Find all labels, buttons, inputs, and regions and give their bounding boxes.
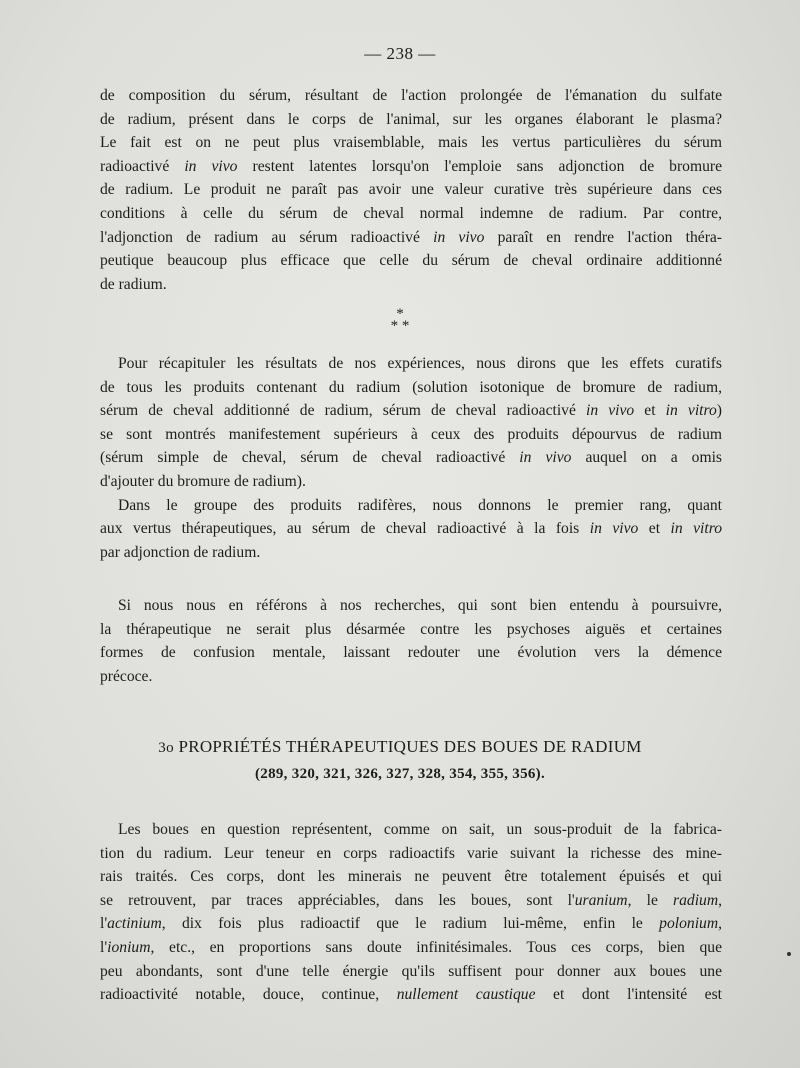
text-line: l'ionium, etc., en proportions sans doute infinitésimales. Tous ces corps, bien que [100,938,722,956]
text-line: Pour récapituler les résultats de nos expériences, nous dirons que les effets curatifs [118,355,722,372]
page-number: — 238 — [364,44,436,63]
text-line: l'adjonction de radium au sérum radioactivé in vivo paraît en rendre l'action théra- [100,228,723,246]
text-line: l'actinium, dix fois plus radioactif que le radium lui-même, enfin le polonium, [100,915,722,933]
text-line: Si nous nous en référons à nos recherches, qui sont bien entendu à poursuivre, [118,597,722,614]
text-line: radioactivé in vivo restent latentes lorsqu'on l'emploie sans adjonction de bromure [100,157,722,175]
text-line: tion du radium. Leur teneur en corps radioactifs varie suivant la richesse des mine- [100,844,722,862]
text-line: formes de confusion mentale, laissant redouter une évolution vers la démence [100,644,722,662]
section-heading [0,737,800,757]
text-line: de tous les produits contenant du radium (solution isotonique de bromure de radium, [100,378,722,396]
text-line: se sont montrés manifestement supérieurs à ceux des produits dépourvus de radium [100,425,722,443]
text-line: peu abondants, sont d'une telle énergie qu'ils suffisent pour donner aux boues une [100,962,722,980]
text-line: Dans le groupe des produits radifères, nous donnons le premier rang, quant [118,496,722,514]
section-title: PROPRIÉTÉS THÉRAPEUTIQUES DES BOUES DE RADIUM [178,737,642,756]
paragraph-recap-results [100,352,722,564]
text-line: Le fait est on ne peut plus vraisemblable, mais les vertus particulières du sérum [100,134,722,152]
text-line: de radium. Le produit ne paraît pas avoir une valeur curative très supérieure dans ces [100,181,722,199]
text-line: rais traités. Ces corps, dont les minerais ne peuvent être totalement épuisés et qui [100,868,722,886]
text-line: d'ajouter du bromure de radium). [100,472,306,490]
text-line: Les boues en question représentent, comme on sait, un sous-produit de la fabrica- [118,821,722,838]
text-line: conditions à celle du sérum de cheval normal indemne de radium. Par contre, [100,204,722,222]
text-line: précoce. [100,667,153,685]
section-number: 3o [158,740,174,756]
paragraph-psychoses [100,594,722,688]
asterism-top: * [396,306,404,322]
paragraph-radium-mud [100,818,722,1007]
section-references: (289, 320, 321, 326, 327, 328, 354, 355, 356). [254,766,546,782]
text-line: sérum de cheval additionné de radium, sérum de cheval radioactivé in vivo et in vitro) [100,402,722,420]
text-line: radioactivité notable, douce, continue, nullement caustique et dont l'intensité est [100,986,723,1004]
text-line: (sérum simple de cheval, sérum de cheval radioactivé in vivo auquel on a omis [100,449,722,467]
text-line: aux vertus thérapeutiques, au sérum de cheval radioactivé à la fois in vivo et in vitro [100,520,722,538]
section-asterism [0,308,800,332]
text-line: de radium. [100,275,167,293]
text-line: peutique beaucoup plus efficace que celle du sérum de cheval ordinaire additionné [100,252,722,270]
paragraph-serum-composition [100,84,722,296]
text-line: de radium, présent dans le corps de l'animal, sur les organes élaborant le plasma? [100,110,722,128]
text-line: se retrouvent, par traces appréciables, dans les boues, sont l'uranium, le radium, [100,891,722,909]
text-line: par adjonction de radium. [100,543,261,561]
text-line: de composition du sérum, résultant de l'action prolongée de l'émanation du sulfate [100,87,722,104]
asterism-bottom: * * [390,318,410,334]
text-line: la thérapeutique ne serait plus désarmée contre les psychoses aiguës et certaines [100,620,722,638]
scan-speck [787,952,791,956]
